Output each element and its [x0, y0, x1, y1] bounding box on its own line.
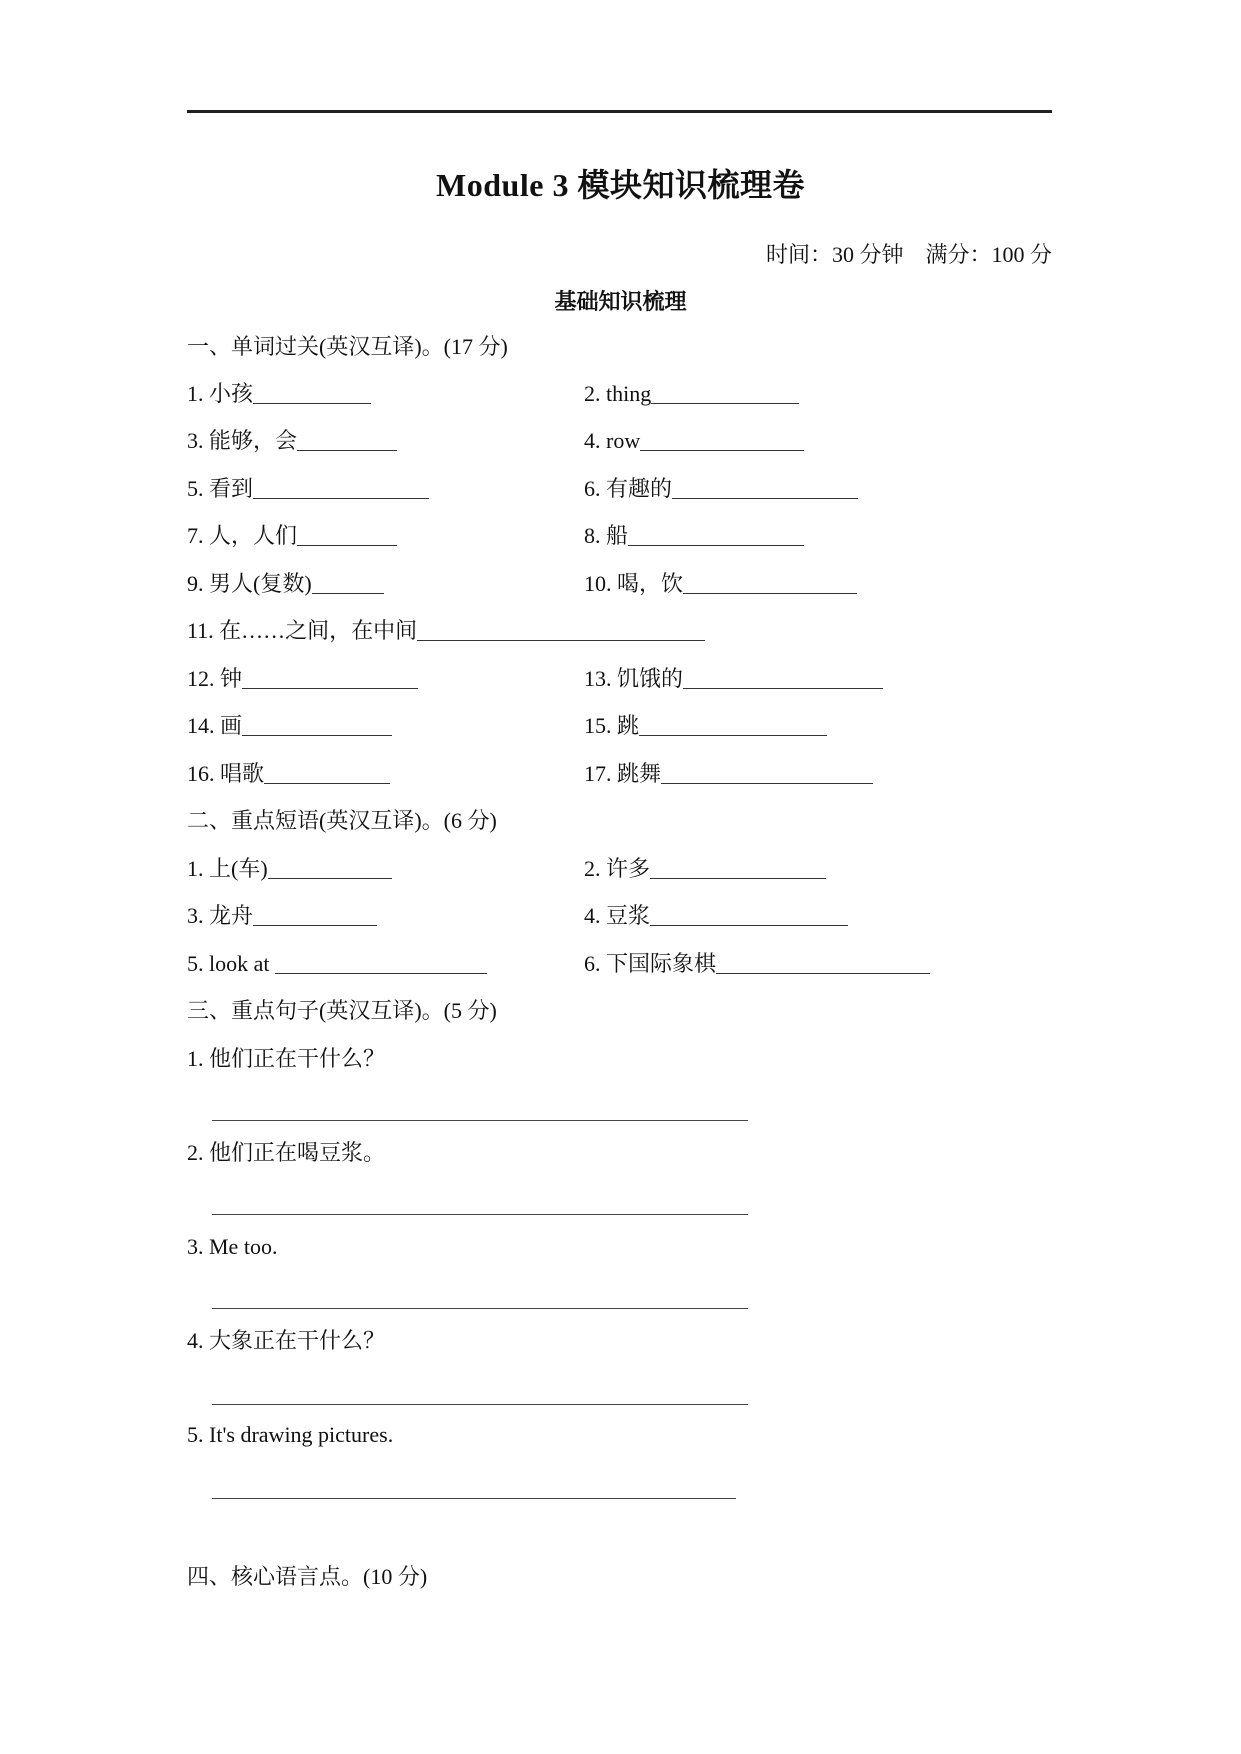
section2-heading: 二、重点短语(英汉互译)。(6 分) [187, 808, 497, 833]
sentence-item: 1. 他们正在干什么？ [187, 1046, 386, 1071]
section-subtitle: 基础知识梳理 [554, 289, 687, 314]
word-item: 7. 人，人们 [187, 522, 397, 550]
answer-blank[interactable] [683, 666, 883, 689]
phrase-item: 5. look at [187, 950, 487, 978]
answer-blank[interactable] [661, 761, 873, 784]
answer-blank[interactable] [628, 523, 804, 546]
sentence-item: 2. 他们正在喝豆浆。 [187, 1140, 386, 1165]
word-item: 13. 饥饿的 [584, 665, 883, 693]
word-item: 1. 小孩 [187, 380, 371, 408]
answer-line[interactable] [212, 1308, 748, 1309]
sentence-item: 4. 大象正在干什么？ [187, 1328, 386, 1353]
answer-blank[interactable] [297, 523, 397, 546]
section1-heading: 一、单词过关(英汉互译)。(17 分) [187, 334, 508, 359]
phrase-item: 2. 许多 [584, 855, 826, 883]
word-item: 11. 在……之间，在中间 [187, 617, 705, 645]
answer-blank[interactable] [650, 903, 848, 926]
phrase-item: 1. 上(车) [187, 855, 392, 883]
section3-heading: 三、重点句子(英汉互译)。(5 分) [187, 998, 497, 1023]
word-item: 16. 唱歌 [187, 760, 390, 788]
answer-blank[interactable] [253, 381, 371, 404]
sentence-item: 3. Me too. [187, 1234, 278, 1259]
answer-blank[interactable] [242, 666, 418, 689]
word-item: 10. 喝，饮 [584, 570, 857, 598]
answer-blank[interactable] [650, 856, 826, 879]
answer-blank[interactable] [297, 428, 397, 451]
section4-heading: 四、核心语言点。(10 分) [187, 1564, 428, 1589]
answer-blank[interactable] [264, 761, 390, 784]
top-rule [187, 110, 1052, 113]
phrase-item: 6. 下国际象棋 [584, 950, 930, 978]
answer-line[interactable] [212, 1120, 748, 1121]
answer-blank[interactable] [640, 428, 804, 451]
word-item: 12. 钟 [187, 665, 418, 693]
word-item: 17. 跳舞 [584, 760, 873, 788]
phrase-item: 3. 龙舟 [187, 902, 377, 930]
answer-blank[interactable] [683, 571, 857, 594]
word-item: 8. 船 [584, 522, 804, 550]
word-item: 6. 有趣的 [584, 475, 858, 503]
word-item: 4. row [584, 427, 804, 455]
answer-blank[interactable] [651, 381, 799, 404]
word-item: 15. 跳 [584, 712, 827, 740]
answer-blank[interactable] [242, 713, 392, 736]
word-item: 3. 能够，会 [187, 427, 397, 455]
answer-line[interactable] [212, 1404, 748, 1405]
answer-blank[interactable] [253, 903, 377, 926]
answer-line[interactable] [212, 1214, 748, 1215]
word-item: 2. thing [584, 380, 799, 408]
answer-blank[interactable] [253, 476, 429, 499]
answer-blank[interactable] [716, 951, 930, 974]
phrase-item: 4. 豆浆 [584, 902, 848, 930]
answer-blank[interactable] [417, 618, 705, 641]
word-item: 9. 男人(复数) [187, 570, 384, 598]
time-and-score: 时间：30 分钟 满分：100 分 [765, 242, 1052, 267]
answer-line[interactable] [212, 1498, 736, 1499]
answer-blank[interactable] [268, 856, 392, 879]
page-title: Module 3 模块知识梳理卷 [436, 167, 805, 203]
answer-blank[interactable] [312, 571, 384, 594]
answer-blank[interactable] [639, 713, 827, 736]
word-item: 14. 画 [187, 712, 392, 740]
sentence-item: 5. It's drawing pictures. [187, 1422, 394, 1447]
answer-blank[interactable] [672, 476, 858, 499]
word-item: 5. 看到 [187, 475, 429, 503]
answer-blank[interactable] [275, 951, 487, 974]
